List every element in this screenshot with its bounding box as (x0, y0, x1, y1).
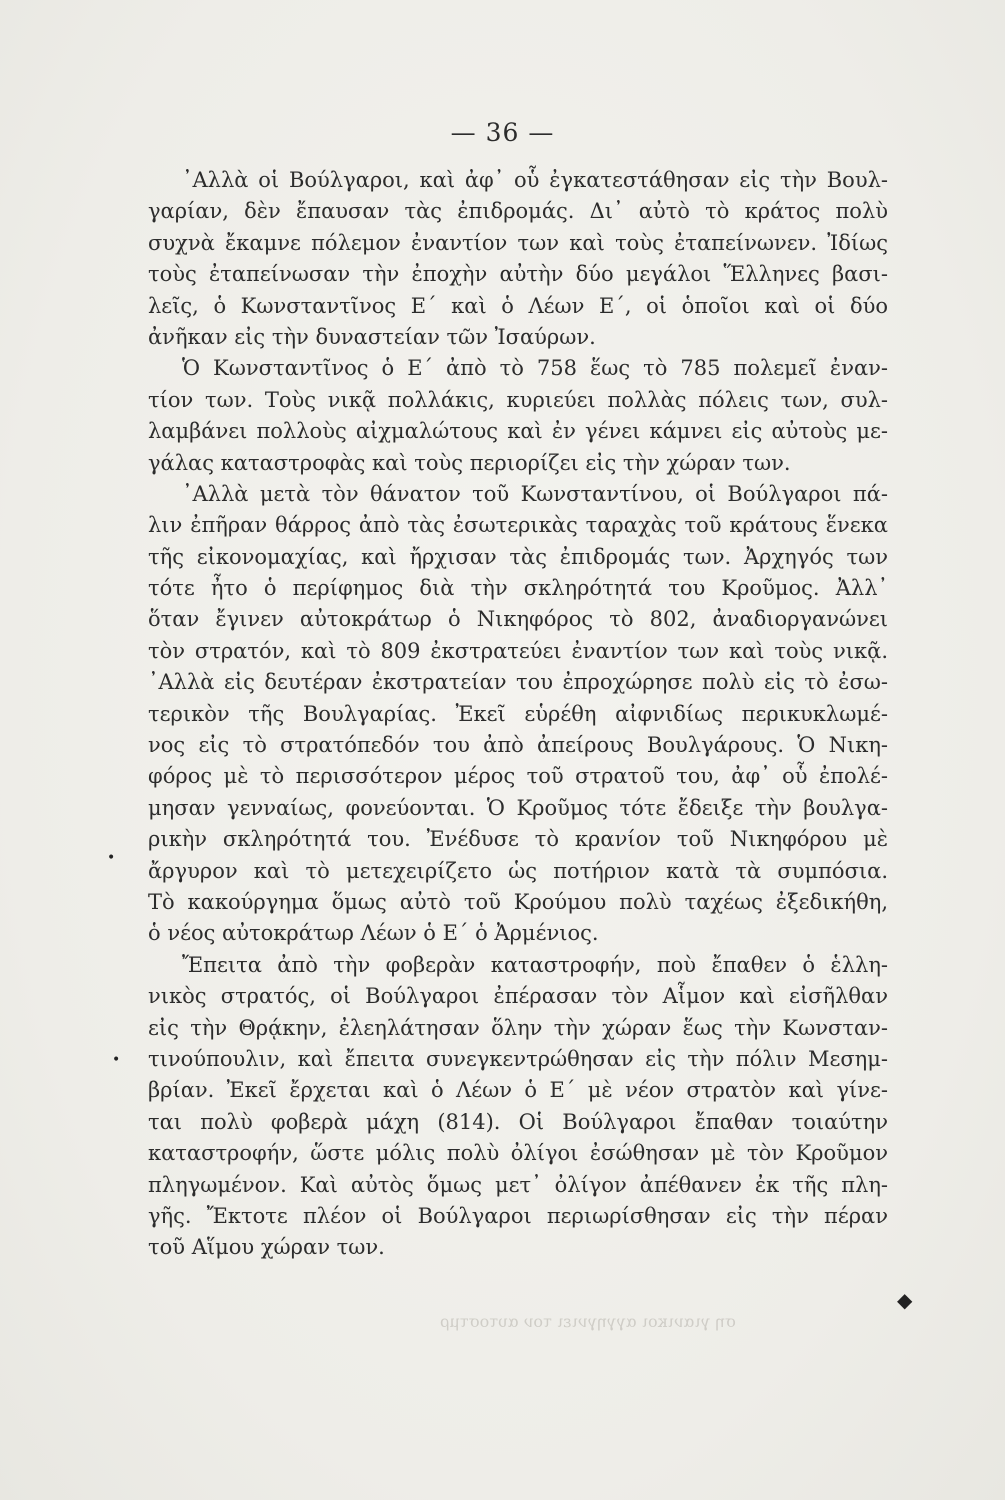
text-line: ἀνῆκαν εἰς τὴν δυναστείαν τῶν Ἰσαύρων. (148, 324, 596, 349)
text-line: τότε ἦτο ὁ περίφημος διὰ τὴν σκληρότητά του Κροῦμος. Ἀλλ᾿ (148, 576, 888, 601)
ink-dot: • (112, 1052, 121, 1068)
text-line: μησαν γενναίως, φονεύονται. Ὁ Κροῦμος τότε ἔδειξε τὴν βουλγα- (148, 795, 888, 820)
text-line: πληγωμένον. Καὶ αὐτὸς ὅμως μετ᾿ ὀλίγον ἀπέθανεν ἐκ τῆς πλη- (148, 1172, 888, 1197)
text-line: τῆς εἰκονομαχίας, καὶ ἤρχισαν τὰς ἐπιδρομάς των. Ἀρχηγός των (148, 544, 888, 569)
text-line: ὅταν ἔγινεν αὐτοκράτωρ ὁ Νικηφόρος τὸ 802, ἀναδιοργανώνει (148, 607, 888, 632)
text-line: γαρίαν, δὲν ἔπαυσαν τὰς ἐπιδρομάς. Δι᾿ αὐτὸ τὸ κράτος πολὺ (148, 199, 888, 224)
text-line: τοὺς ἐταπείνωσαν τὴν ἐποχὴν αὐτὴν δύο μεγάλοι Ἕλληνες βασι- (148, 262, 888, 287)
page-number: — 36 — (450, 118, 555, 147)
text-line: ἄργυρον καὶ τὸ μετεχειρίζετο ὡς ποτήριον κατὰ τὰ συμπόσια. (148, 858, 888, 883)
text-line: γάλας καταστροφὰς καὶ τοὺς περιορίζει εἰς τὴν χώραν των. (148, 450, 791, 475)
text-line: βρίαν. Ἐκεῖ ἔρχεται καὶ ὁ Λέων ὁ Ε΄ μὲ νέον στρατὸν καὶ γίνε- (148, 1078, 888, 1103)
ink-mark: ◆ (897, 1288, 913, 1312)
bleed-through-text: ση γιανικοι αγγηγνιει τον αυτοστμρ (440, 1312, 736, 1331)
text-line: λαμβάνει πολλοὺς αἰχμαλώτους καὶ ἐν γένει κάμνει εἰς αὐτοὺς με- (148, 419, 888, 444)
text-line: τερικὸν τῆς Βουλγαρίας. Ἐκεῖ εὑρέθη αἰφνιδίως περικυκλωμέ- (148, 701, 888, 726)
text-line: τίον των. Τοὺς νικᾷ πολλάκις, κυριεύει πολλὰς πόλεις των, συλ- (148, 387, 888, 412)
text-line: φόρος μὲ τὸ περισσότερον μέρος τοῦ στρατοῦ του, ἀφ᾿ οὗ ἐπολέ- (148, 764, 888, 789)
text-line: λιν ἐπῆραν θάρρος ἀπὸ τὰς ἐσωτερικὰς ταραχὰς τοῦ κράτους ἕνεκα (148, 513, 888, 538)
text-line: νος εἰς τὸ στρατόπεδόν του ἀπὸ ἀπείρους Βουλγάρους. Ὁ Νικη- (148, 733, 888, 758)
text-line: ὁ νέος αὐτοκράτωρ Λέων ὁ Ε΄ ὁ Ἀρμένιος. (148, 921, 599, 946)
text-line: τινούπουλιν, καὶ ἔπειτα συνεγκεντρώθησαν εἰς τὴν πόλιν Μεσημ- (148, 1046, 888, 1071)
text-line: Τὸ κακούργημα ὅμως αὐτὸ τοῦ Κρούμου πολὺ ταχέως ἐξεδικήθη, (148, 889, 888, 914)
text-line: ᾿Αλλὰ εἰς δευτέραν ἐκστρατείαν του ἐπροχώρησε πολὺ εἰς τὸ ἐσω- (148, 670, 888, 695)
text-line: Ὁ Κωνσταντῖνος ὁ Ε΄ ἀπὸ τὸ 758 ἕως τὸ 785 πολεμεῖ ἐναν- (182, 356, 888, 381)
text-line: ται πολὺ φοβερὰ μάχη (814). Οἱ Βούλγαροι ἔπαθαν τοιαύτην (148, 1109, 888, 1134)
text-line: τοῦ Αἵμου χώραν των. (148, 1235, 385, 1260)
text-line: γῆς. Ἔκτοτε πλέον οἱ Βούλγαροι περιωρίσθησαν εἰς τὴν πέραν (148, 1203, 888, 1228)
text-line: Ἔπειτα ἀπὸ τὴν φοβερὰν καταστροφήν, ποὺ ἔπαθεν ὁ ἑλλη- (182, 952, 888, 977)
text-line: καταστροφήν, ὥστε μόλις πολὺ ὀλίγοι ἐσώθησαν μὲ τὸν Κροῦμον (148, 1141, 888, 1166)
text-line: ρικὴν σκληρότητά του. Ἐνέδυσε τὸ κρανίον τοῦ Νικηφόρου μὲ (148, 827, 888, 852)
text-line: τὸν στρατόν, καὶ τὸ 809 ἐκστρατεύει ἐναντίον των καὶ τοὺς νικᾷ. (148, 638, 888, 663)
text-line: ᾿Αλλὰ οἱ Βούλγαροι, καὶ ἀφ᾿ οὗ ἐγκατεστάθησαν εἰς τὴν Βουλ- (182, 168, 888, 192)
text-line: νικὸς στρατός, οἱ Βούλγαροι ἐπέρασαν τὸν Αἷμον καὶ εἰσῆλθαν (148, 984, 888, 1009)
body-text (148, 165, 888, 1264)
text-line: ᾿Αλλὰ μετὰ τὸν θάνατον τοῦ Κωνσταντίνου, οἱ Βούλγαροι πά- (182, 481, 888, 506)
text-line: εἰς τὴν Θρᾴκην, ἐλεηλάτησαν ὅλην τὴν χώραν ἕως τὴν Κωνσταν- (148, 1015, 888, 1040)
ink-dot: • (107, 850, 116, 866)
text-line: συχνὰ ἔκαμνε πόλεμον ἐναντίον των καὶ τοὺς ἐταπείνωνεν. Ἰδίως (148, 230, 888, 255)
text-line: λεῖς, ὁ Κωνσταντῖνος Ε΄ καὶ ὁ Λέων Ε΄, οἱ ὁποῖοι καὶ οἱ δύο (148, 293, 888, 318)
